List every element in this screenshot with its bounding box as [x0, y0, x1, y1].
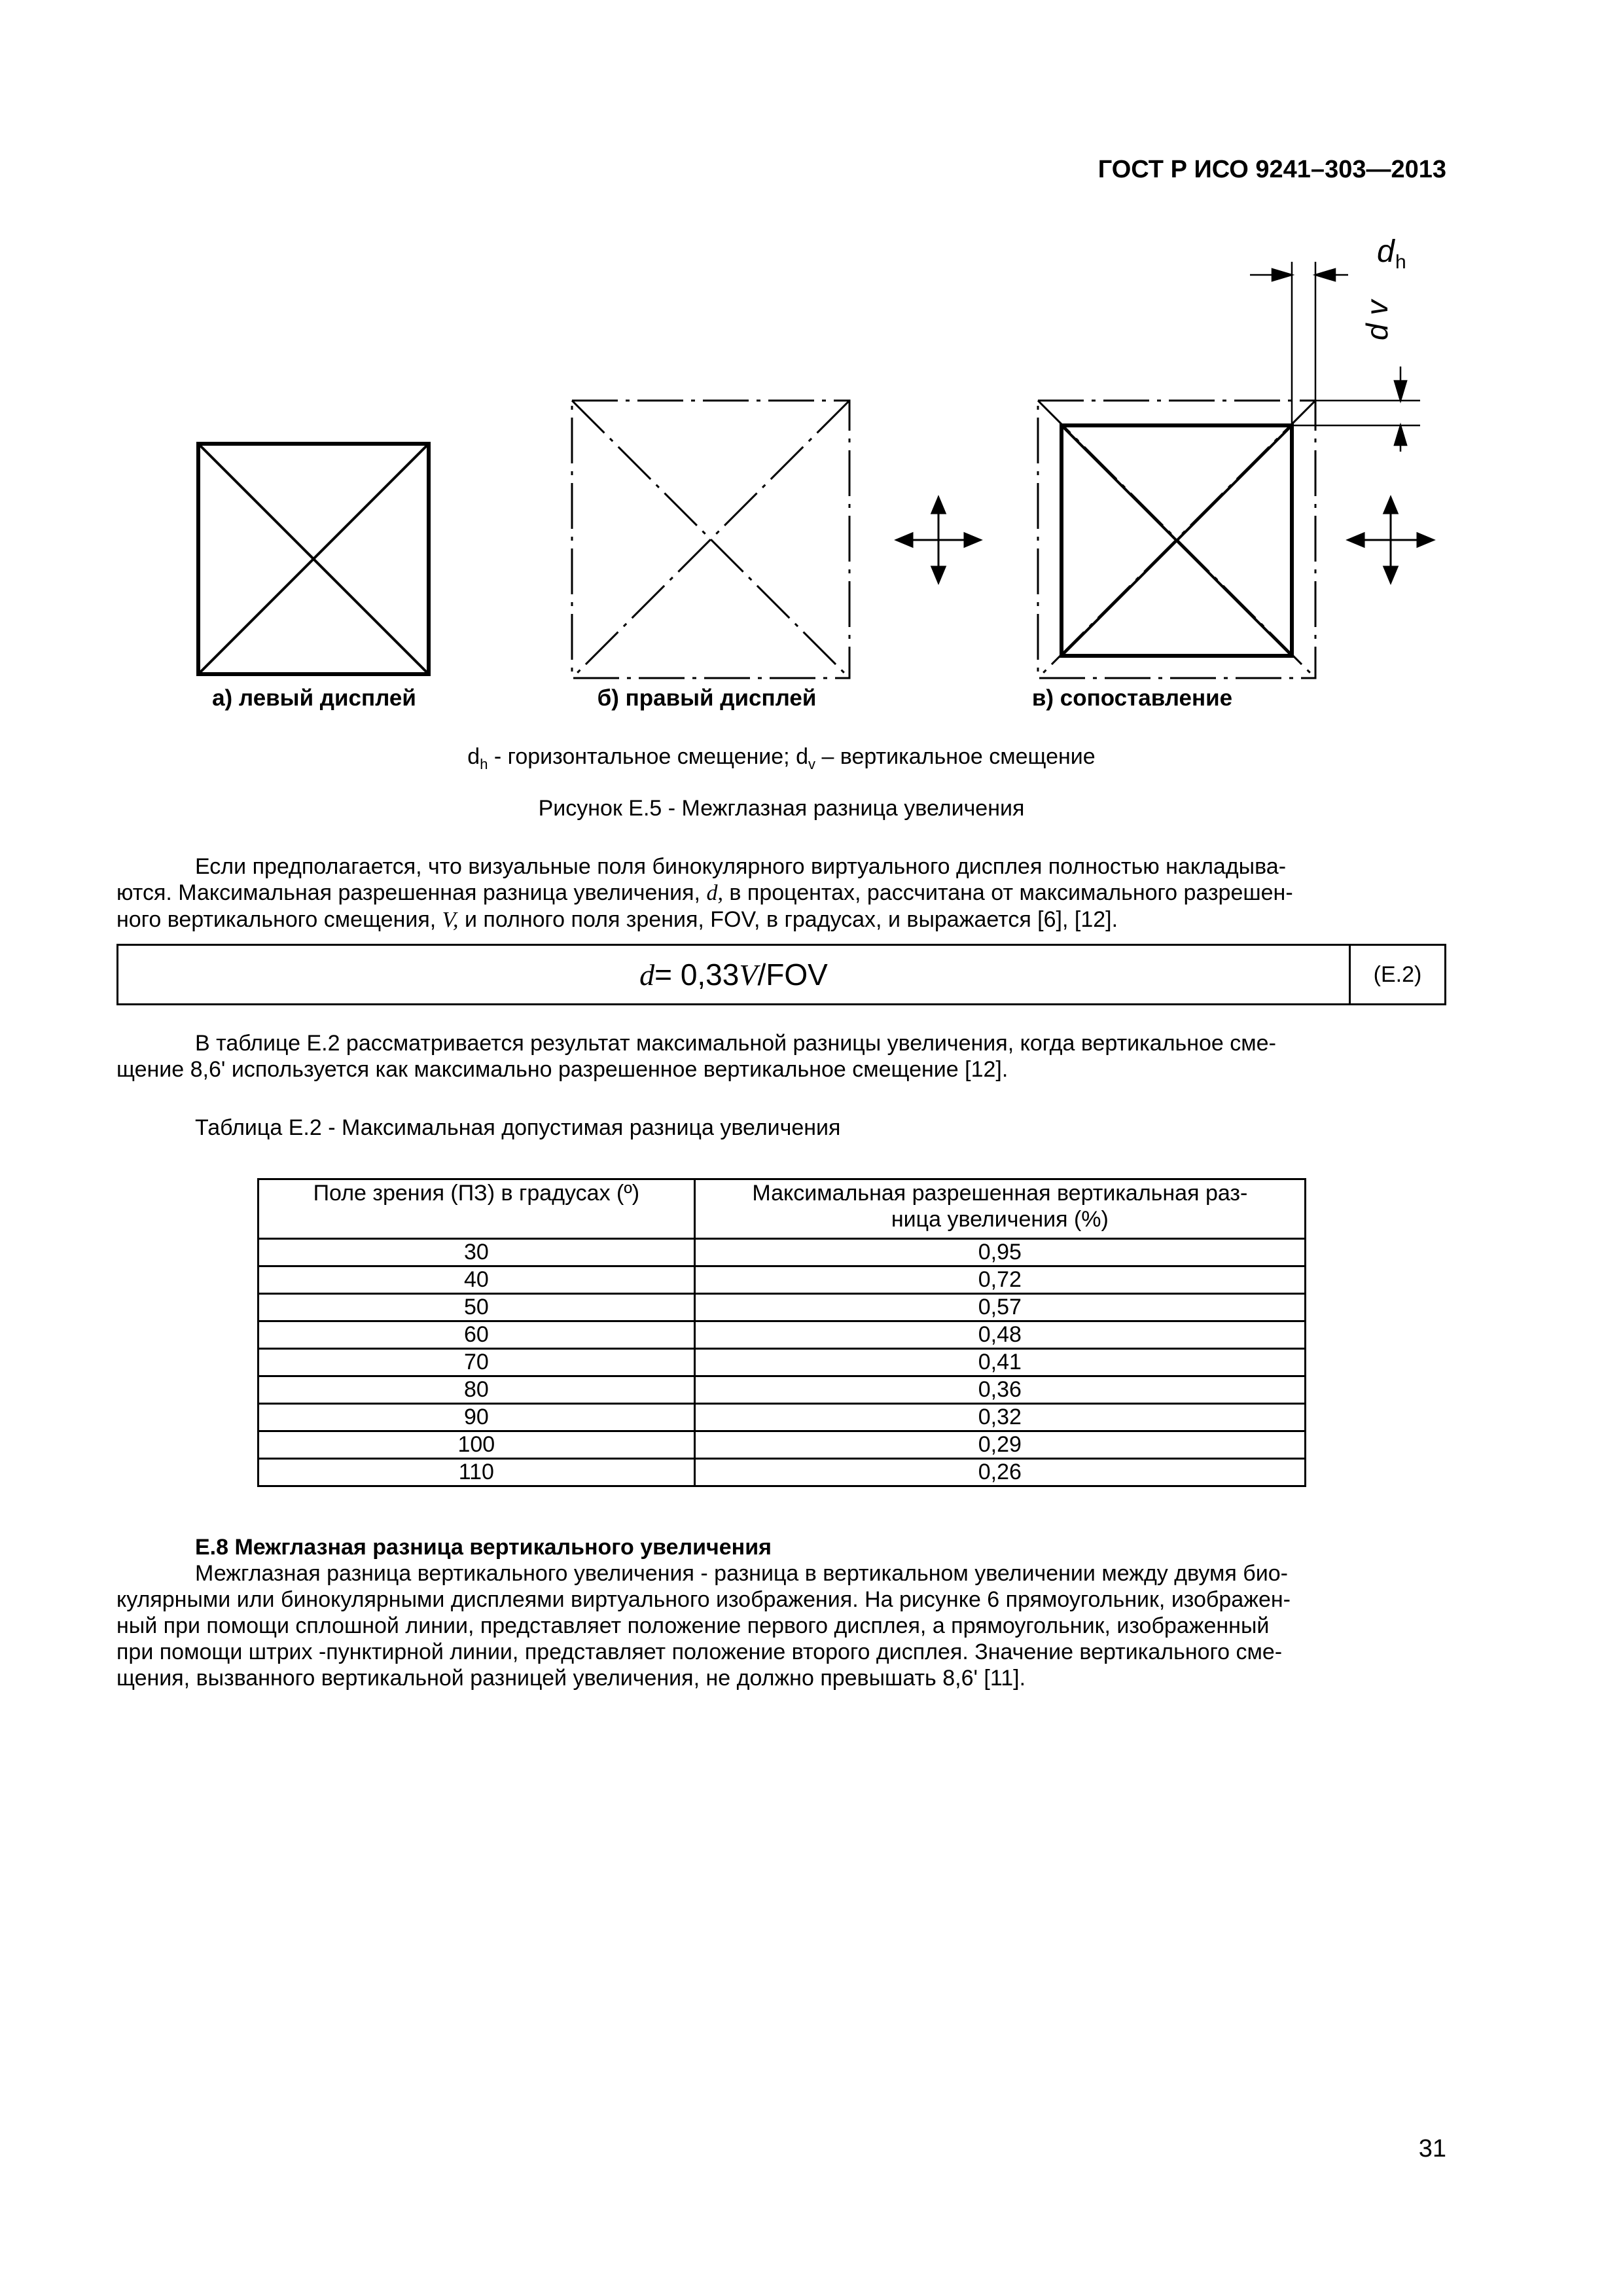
table-row: [259, 1459, 1306, 1486]
section-e8: [116, 1534, 1446, 1691]
p1-line3-v: V,: [442, 908, 459, 932]
section-title: Е.8 Межглазная разница вертикального увеличения: [195, 1535, 772, 1560]
section-line: щения, вызванного вертикальной разницей увеличения, не должно превышать 8,6' [11].: [116, 1666, 1026, 1691]
legend-dv-sub: v: [808, 755, 815, 772]
table-row: [259, 1321, 1306, 1349]
cell-value: 0,32: [694, 1404, 1305, 1431]
p1-line2b: в процентах, рассчитана от максимального разрешен-: [722, 880, 1293, 905]
table-header-row: [259, 1179, 1306, 1239]
standard-code: ГОСТ Р ИСО 9241–303—2013: [1097, 156, 1446, 183]
cell-value: 0,29: [694, 1431, 1305, 1459]
table-row: [259, 1294, 1306, 1321]
section-line: ный при помощи сплошной линии, представляет положение первого дисплея, а прямоугольник, изображенный: [116, 1613, 1270, 1638]
left-display-square: [198, 444, 429, 674]
section-line: кулярными или бинокулярными дисплеями виртуального изображения. На рисунке 6 прямоугольник, изображен-: [116, 1587, 1291, 1612]
formula-eq: = 0,33: [654, 958, 740, 992]
formula-var: V: [739, 958, 758, 992]
formula-number: (E.2): [1373, 961, 1422, 987]
cell-fov: 100: [259, 1431, 695, 1459]
label-dh: d: [1377, 234, 1395, 269]
cell-value: 0,95: [694, 1239, 1305, 1266]
section-line: Межглазная разница вертикального увеличения - разница в вертикальном увеличении между двумя био-: [195, 1561, 1288, 1586]
table-row: [259, 1404, 1306, 1431]
paragraph-1: [116, 853, 1446, 933]
legend-dv-text: – вертикальное смещение: [815, 744, 1096, 769]
cell-fov: 30: [259, 1239, 695, 1266]
label-dh-subscript: h: [1395, 251, 1406, 273]
p2-line1: В таблице Е.2 рассматривается результат максимальной разницы увеличения, когда вертикальное сме-: [195, 1031, 1276, 1056]
header-fov: Поле зрения (ПЗ) в градусах (º): [259, 1179, 695, 1239]
cell-fov: 40: [259, 1266, 695, 1294]
figure-title: Рисунок Е.5 - Межглазная разница увеличения: [538, 796, 1025, 821]
legend-dh-sub: h: [480, 755, 488, 772]
paragraph-2: [116, 1030, 1446, 1083]
caption-comparison: в) сопоставление: [1031, 685, 1233, 711]
move-arrows-icon-2: [1348, 497, 1433, 583]
table-row: [259, 1349, 1306, 1376]
move-arrows-icon: [897, 497, 980, 583]
formula-box: [116, 944, 1446, 1005]
p1-line1: Если предполагается, что визуальные поля бинокулярного виртуального дисплея полностью накладыва-: [195, 854, 1287, 879]
section-line: при помощи штрих -пунктирной линии, представляет положение второго дисплея. Значение вертикального сме-: [116, 1640, 1283, 1664]
cell-value: 0,41: [694, 1349, 1305, 1376]
caption-right-display: б) правый дисплей: [597, 685, 817, 711]
p1-line2a: ются. Максимальная разрешенная разница увеличения,: [116, 880, 707, 905]
page-number: 31: [1418, 2135, 1446, 2162]
comparison-inner-square: [1061, 425, 1292, 656]
p1-line3a: ного вертикального смещения,: [116, 907, 442, 932]
legend-dv-main: d: [796, 744, 808, 769]
cell-value: 0,72: [694, 1266, 1305, 1294]
legend-dh-main: d: [467, 744, 480, 769]
figure-magnification-diagram: [0, 0, 1623, 720]
p1-line3b: и полного поля зрения, FOV, в градусах, и выражается [6], [12].: [458, 907, 1118, 932]
magnification-table: [257, 1178, 1306, 1487]
cell-fov: 80: [259, 1376, 695, 1404]
legend-dh-text: - горизонтальное смещение;: [488, 744, 796, 769]
p2-line2: щение 8,6' используется как максимально разрешенное вертикальное смещение [12].: [116, 1057, 1008, 1082]
table-row: [259, 1239, 1306, 1266]
cell-value: 0,26: [694, 1459, 1305, 1486]
cell-value: 0,36: [694, 1376, 1305, 1404]
cell-value: 0,57: [694, 1294, 1305, 1321]
right-display-square: [572, 401, 849, 678]
cell-fov: 90: [259, 1404, 695, 1431]
figure-legend: [116, 743, 1446, 778]
cell-fov: 60: [259, 1321, 695, 1349]
formula-rhs: /FOV: [757, 958, 828, 992]
header-max-diff: Максимальная разрешенная вертикальная раз- ница увеличения (%): [694, 1179, 1305, 1239]
table-row: [259, 1266, 1306, 1294]
cell-fov: 70: [259, 1349, 695, 1376]
formula-lhs: d: [639, 958, 655, 992]
cell-fov: 110: [259, 1459, 695, 1486]
table-row: [259, 1431, 1306, 1459]
caption-left-display: а) левый дисплей: [212, 685, 416, 711]
dimension-dv: [1292, 367, 1420, 452]
cell-value: 0,48: [694, 1321, 1305, 1349]
formula: [118, 946, 1351, 1003]
p1-line2-d: d,: [706, 881, 723, 905]
label-dv: d v: [1360, 300, 1394, 340]
cell-fov: 50: [259, 1294, 695, 1321]
table-row: [259, 1376, 1306, 1404]
table-title: Таблица Е.2 - Максимальная допустимая разница увеличения: [195, 1115, 841, 1140]
